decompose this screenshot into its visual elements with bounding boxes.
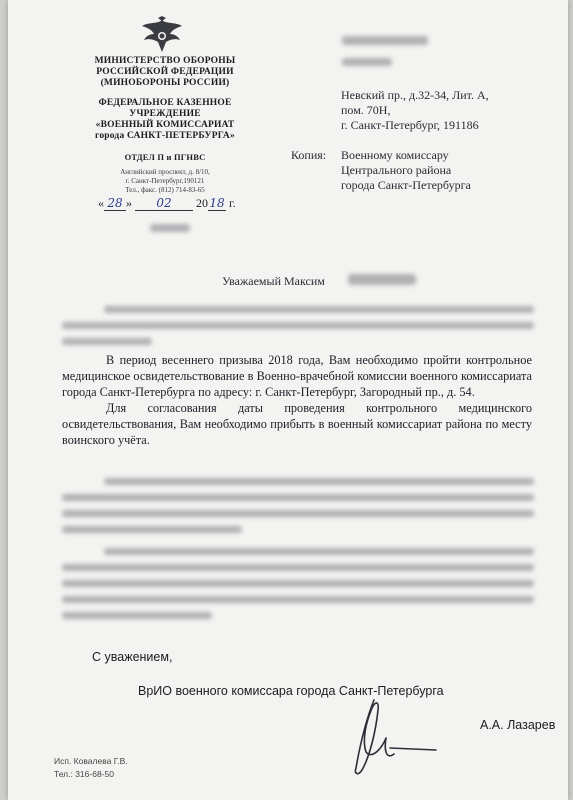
- redacted-recipient-name: [342, 36, 428, 45]
- department-name: ОТДЕЛ П и ПГНВС: [124, 152, 206, 162]
- sender-address-line: г. Санкт-Петербург,190121: [125, 177, 205, 185]
- date-year-prefix: 20: [196, 196, 208, 210]
- ministry-line: (МИНОБОРОНЫ РОССИИ): [100, 78, 230, 88]
- redacted-text-line: [104, 306, 534, 313]
- recipient-address-line: Невский пр., д.32-34, Лит. А,: [341, 88, 489, 102]
- institution-line: города САНКТ-ПЕТЕРБУРГА»: [95, 131, 235, 141]
- date-day: 28: [104, 196, 126, 211]
- redacted-text-line: [62, 564, 534, 571]
- copy-recipient-line: Центрального района: [341, 163, 452, 177]
- recipient-address: [341, 88, 489, 133]
- greeting: Уважаемый Максим: [222, 274, 325, 288]
- recipient-address-line: пом. 70Н,: [341, 103, 391, 117]
- redacted-text-line: [62, 494, 534, 501]
- redacted-recipient-company: [342, 58, 392, 66]
- date-month: 02: [135, 196, 193, 211]
- redacted-text-line: [62, 338, 152, 345]
- redacted-text-line: [62, 526, 242, 533]
- ministry-line: МИНИСТЕРСТВО ОБОРОНЫ: [94, 56, 236, 66]
- date-year-hand: 18: [209, 196, 225, 210]
- institution-line: УЧРЕЖДЕНИЕ: [129, 109, 201, 119]
- copy-recipient-line: Военному комиссару: [341, 148, 449, 162]
- signer-title: ВрИО военного комиссара города Санкт-Петербурга: [138, 684, 444, 698]
- document-date: « 28 » 02 2018 г.: [98, 196, 236, 210]
- recipient-address-line: г. Санкт-Петербург, 191186: [341, 118, 479, 132]
- body-paragraph: Для согласования даты проведения контрольного медицинского освидетельствования, Вам необходимо прибыть в военный комиссариат района по месту воинского учёта.: [62, 401, 532, 447]
- executor-phone: Тел.: 316-68-50: [54, 769, 114, 779]
- ministry-line: РОССИЙСКОЙ ФЕДЕРАЦИИ: [96, 67, 234, 77]
- redacted-text-line: [104, 478, 534, 485]
- closing: С уважением,: [92, 650, 173, 664]
- sender-address: [70, 168, 260, 195]
- letter-body: [62, 352, 532, 448]
- sender-address-line: Английский проспект, д. 8/10,: [120, 168, 210, 176]
- redacted-text-line: [62, 596, 534, 603]
- redacted-text-line: [62, 612, 212, 619]
- ministry-name: [70, 56, 260, 89]
- redacted-text-line: [62, 580, 534, 587]
- body-paragraph: В период весеннего призыва 2018 года, Вам необходимо пройти контрольное медицинское освидетельствование в Военно-врачебной комиссии военного комиссариата города Санкт-Петербурга по адресу: г. Санкт-Петербург, Загородный пр., д. 54.: [62, 353, 532, 399]
- signer-name: А.А. Лазарев: [480, 718, 556, 732]
- redacted-text-line: [62, 322, 534, 329]
- handwritten-signature: [326, 690, 446, 780]
- eagle-emblem-icon: [140, 16, 184, 56]
- date-suffix: г.: [229, 196, 236, 210]
- redacted-number: [150, 224, 190, 232]
- copy-recipient: [341, 148, 471, 193]
- executor-name: Исп. Ковалева Г.В.: [54, 756, 128, 766]
- redacted-text-line: [62, 510, 534, 517]
- copy-recipient-line: города Санкт-Петербурга: [341, 178, 471, 192]
- sender-address-line: Тел., факс. (812) 714-83-65: [125, 186, 205, 194]
- institution-line: ФЕДЕРАЛЬНОЕ КАЗЕННОЕ: [98, 98, 232, 108]
- institution-line: «ВОЕННЫЙ КОМИССАРИАТ: [95, 120, 235, 130]
- copy-label: Копия:: [291, 148, 327, 162]
- letter-page: [8, 0, 568, 800]
- redacted-text-line: [104, 548, 534, 555]
- institution-name: [70, 98, 260, 142]
- redacted-surname: [348, 274, 416, 285]
